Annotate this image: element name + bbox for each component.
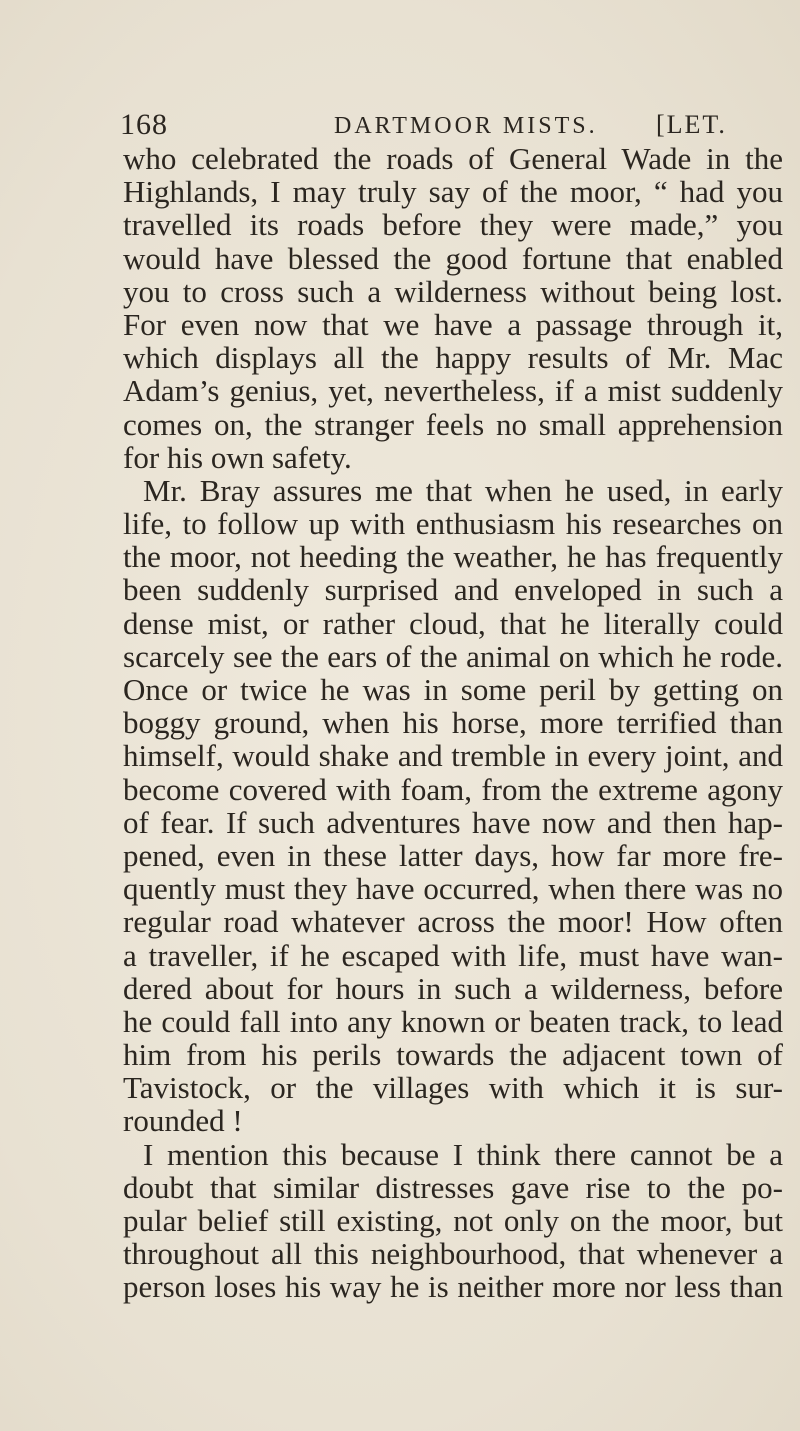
text-line: quently must they have occurred, when there was no — [123, 871, 783, 907]
running-section: [LET. — [656, 110, 727, 139]
text-line: throughout all this neighbourhood, that whenever a — [123, 1236, 783, 1272]
text-line: comes on, the stranger feels no small apprehension — [123, 406, 783, 442]
page-number: 168 — [120, 108, 168, 141]
text-line: Adam’s genius, yet, nevertheless, if a mist suddenly — [123, 373, 783, 409]
paragraph-start-line: I mention this because I think there cannot be a — [143, 1136, 783, 1172]
text-line: which displays all the happy results of Mr. Mac — [123, 340, 783, 376]
text-line: pular belief still existing, not only on the moor, but — [123, 1203, 783, 1238]
text-line: you to cross such a wilderness without being lost. — [123, 273, 783, 309]
text-line: dense mist, or rather cloud, that he literally could — [123, 605, 783, 641]
text-line: become covered with foam, from the extreme agony — [123, 771, 783, 807]
text-line: person loses his way he is neither more nor less than — [123, 1269, 783, 1305]
text-line: who celebrated the roads of General Wade in the — [123, 141, 783, 176]
text-line: he could fall into any known or beaten track, to lead — [123, 1003, 783, 1039]
paragraph-start-line: Mr. Bray assures me that when he used, in early — [143, 472, 783, 508]
text-line: of fear. If such adventures have now and then hap- — [123, 804, 783, 840]
text-line: doubt that similar distresses gave rise to the po- — [123, 1169, 783, 1205]
text-line: himself, would shake and tremble in every joint, and — [123, 738, 783, 774]
paragraph-end-line: rounded ! — [123, 1103, 243, 1139]
running-title: DARTMOOR MISTS. — [334, 113, 598, 139]
paragraph-end-line: for his own safety. — [123, 439, 352, 475]
text-line: life, to follow up with enthusiasm his researches on — [123, 506, 783, 542]
text-line: regular road whatever across the moor! How often — [123, 904, 783, 940]
text-line: scarcely see the ears of the animal on which he rode. — [123, 638, 783, 674]
text-line: a traveller, if he escaped with life, must have wan- — [123, 937, 783, 973]
text-line: travelled its roads before they were made,” you — [123, 207, 783, 243]
body-text — [123, 142, 783, 1304]
text-line: Tavistock, or the villages with which it is sur- — [123, 1070, 783, 1106]
text-line: For even now that we have a passage through it, — [123, 306, 783, 342]
text-line: pened, even in these latter days, how far more fre- — [123, 837, 783, 873]
text-line: the moor, not heeding the weather, he has frequently — [123, 539, 783, 575]
text-line: been suddenly surprised and enveloped in such a — [123, 572, 783, 608]
text-line: him from his perils towards the adjacent town of — [123, 1037, 783, 1073]
text-line: dered about for hours in such a wilderness, before — [123, 970, 783, 1006]
text-line: Once or twice he was in some peril by getting on — [123, 672, 783, 707]
text-line: would have blessed the good fortune that enabled — [123, 240, 783, 276]
text-line: Highlands, I may truly say of the moor, “ had you — [123, 174, 783, 210]
text-line: boggy ground, when his horse, more terrified than — [123, 705, 783, 741]
